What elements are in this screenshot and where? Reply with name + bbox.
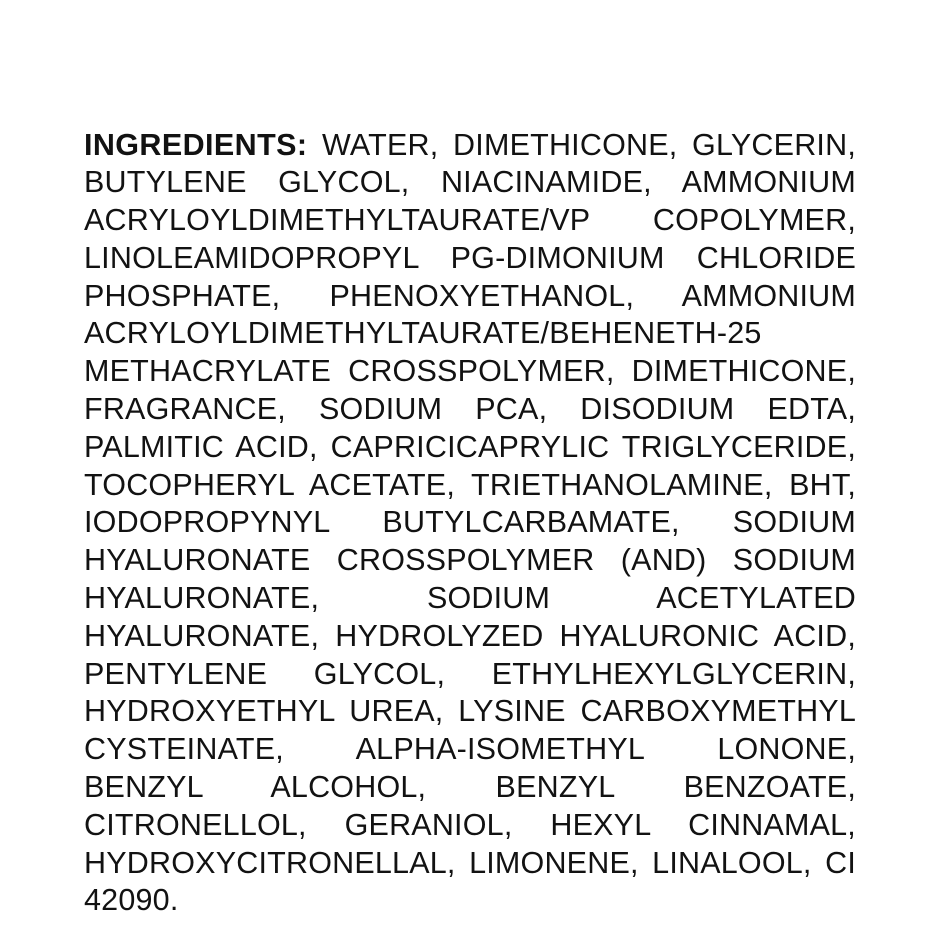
- ingredients-paragraph: [84, 127, 856, 921]
- ingredients-list-text: WATER, DIMETHICONE, GLYCERIN, BUTYLENE GLYCOL, NIACINAMIDE, AMMONIUM ACRYLOYLDIMETHYLTAURATE/VP COPOLYMER, LINOLEAMIDOPROPYL PG-DIMONIUM CHLORIDE PHOSPHATE, PHENOXYETHANOL, AMMONIUM ACRYLOYLDIMETHYLTAURATE/BEHENETH-25 METHACRYLATE CROSSPOLYMER, DIMETHICONE, FRAGRANCE, SODIUM PCA, DISODIUM EDTA, PALMITIC ACID, CAPRICICAPRYLIC TRIGLYCERIDE, TOCOPHERYL ACETATE, TRIETHANOLAMINE, BHT, IODOPROPYNYL BUTYLCARBAMATE, SODIUM HYALURONATE CROSSPOLYMER (AND) SODIUM HYALURONATE, SODIUM ACETYLATED HYALURONATE, HYDROLYZED HYALURONIC ACID, PENTYLENE GLYCOL, ETHYLHEXYLGLYCERIN, HYDROXYETHYL UREA, LYSINE CARBOXYMETHYL CYSTEINATE, ALPHA-ISOMETHYL LONONE, BENZYL ALCOHOL, BENZYL BENZOATE, CITRONELLOL, GERANIOL, HEXYL CINNAMAL, HYDROXYCITRONELLAL, LIMONENE, LINALOOL, CI 42090.: [84, 127, 856, 918]
- ingredients-label: INGREDIENTS:: [84, 127, 308, 162]
